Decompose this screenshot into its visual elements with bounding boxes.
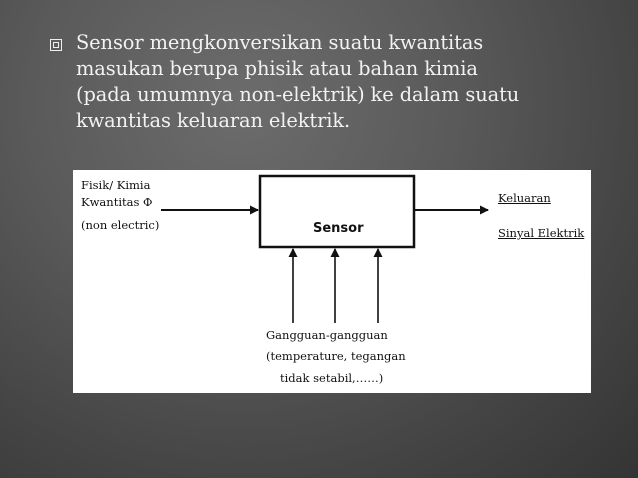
sensor-box	[260, 176, 414, 247]
input-label-1: Fisik/ Kimia	[81, 178, 151, 192]
sensor-box-label: Sensor	[313, 221, 364, 236]
square-bullet-icon	[50, 39, 62, 51]
input-label-2: Kwantitas Φ	[81, 195, 153, 209]
input-label-3: (non electric)	[81, 218, 160, 232]
disturbance-label-3: tidak setabil,……)	[280, 371, 384, 385]
disturbance-label-2: (temperature, tegangan	[266, 349, 406, 363]
disturbance-label-1: Gangguan-gangguan	[266, 328, 388, 342]
output-label-2: Sinyal Elektrik	[498, 226, 585, 240]
bullet-point	[50, 30, 610, 134]
output-label-1: Keluaran	[498, 191, 551, 205]
bullet-text: Sensor mengkonversikan suatu kwantitas masukan berupa phisik atau bahan kimia (pada umumnya non-elektrik) ke dalam suatu kwantitas keluaran elektrik.	[76, 31, 520, 132]
sensor-block-diagram	[73, 170, 591, 393]
